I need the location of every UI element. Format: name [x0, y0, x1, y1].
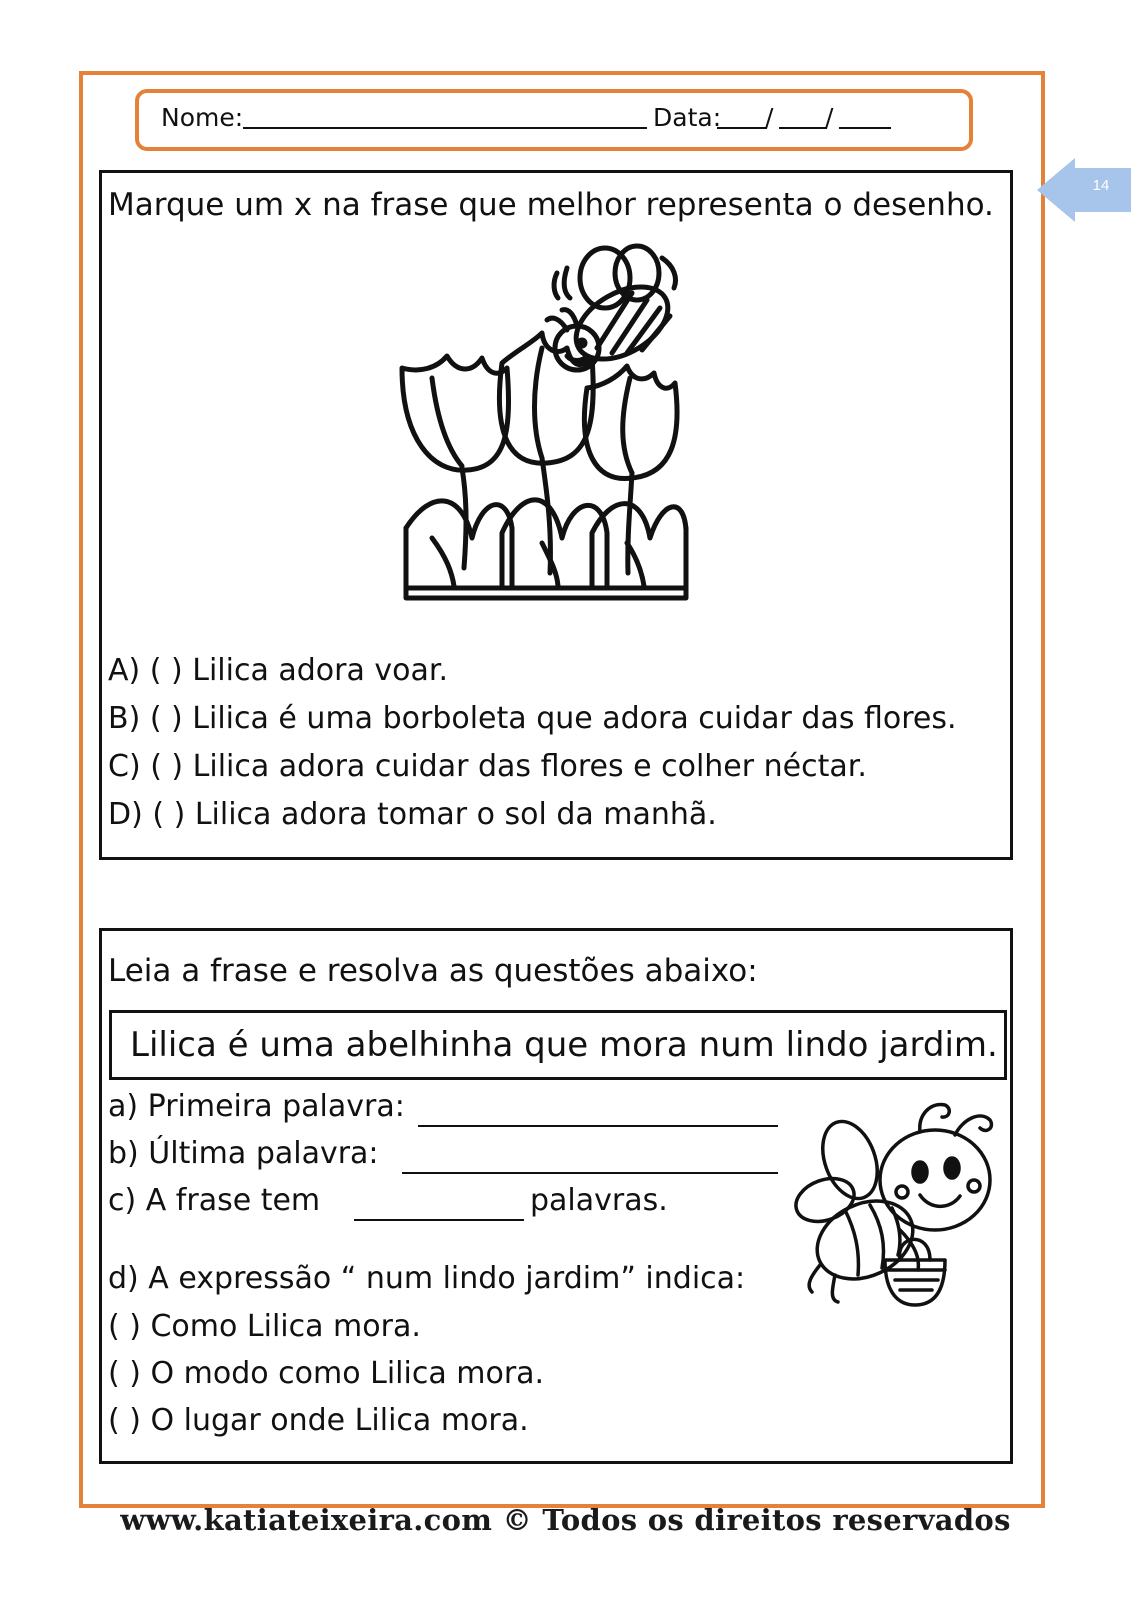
page-number-tab	[1037, 158, 1131, 222]
page-number: 14	[1092, 177, 1110, 194]
answer-b-line[interactable]	[402, 1172, 778, 1174]
option-b[interactable]: B) ( ) Lilica é uma borboleta que adora cuidar das flores.	[108, 701, 957, 736]
date-label: Data:	[653, 103, 722, 132]
bee-tulips-illustration	[392, 238, 702, 608]
date-month-line[interactable]	[779, 127, 827, 129]
question2-instruction: Leia a frase e resolva as questões abaixo:	[108, 953, 758, 989]
question-b-label: b) Última palavra:	[108, 1136, 379, 1171]
option-c[interactable]: C) ( ) Lilica adora cuidar das flores e colher néctar.	[108, 749, 867, 784]
bee-basket-illustration	[790, 1100, 1020, 1340]
header-box	[135, 89, 973, 151]
question-c-suffix: palavras.	[530, 1183, 668, 1218]
name-field-line[interactable]	[243, 127, 647, 129]
question-c-label: c) A frase tem	[108, 1183, 321, 1218]
question-d-label: d) A expressão “ num lindo jardim” indica:	[108, 1261, 746, 1296]
date-day-line[interactable]	[717, 127, 767, 129]
question-a-label: a) Primeira palavra:	[108, 1089, 405, 1124]
option-d[interactable]: D) ( ) Lilica adora tomar o sol da manhã.	[108, 797, 717, 832]
choice-1[interactable]: ( ) Como Lilica mora.	[108, 1309, 421, 1344]
answer-a-line[interactable]	[418, 1125, 778, 1127]
sentence-box	[109, 1010, 1007, 1080]
footer-copyright: www.katiateixeira.com © Todos os direitos reservados	[120, 1503, 1011, 1537]
date-year-line[interactable]	[839, 127, 891, 129]
date-separator: /	[825, 103, 834, 132]
question1-instruction: Marque um x na frase que melhor representa o desenho.	[108, 187, 994, 223]
sentence-text: Lilica é uma abelhinha que mora num lindo jardim.	[130, 1025, 998, 1065]
choice-2[interactable]: ( ) O modo como Lilica mora.	[108, 1356, 545, 1391]
date-separator: /	[765, 103, 774, 132]
answer-c-line[interactable]	[354, 1219, 524, 1221]
option-a[interactable]: A) ( ) Lilica adora voar.	[108, 653, 449, 688]
choice-3[interactable]: ( ) O lugar onde Lilica mora.	[108, 1403, 529, 1438]
name-label: Nome:	[161, 103, 244, 132]
